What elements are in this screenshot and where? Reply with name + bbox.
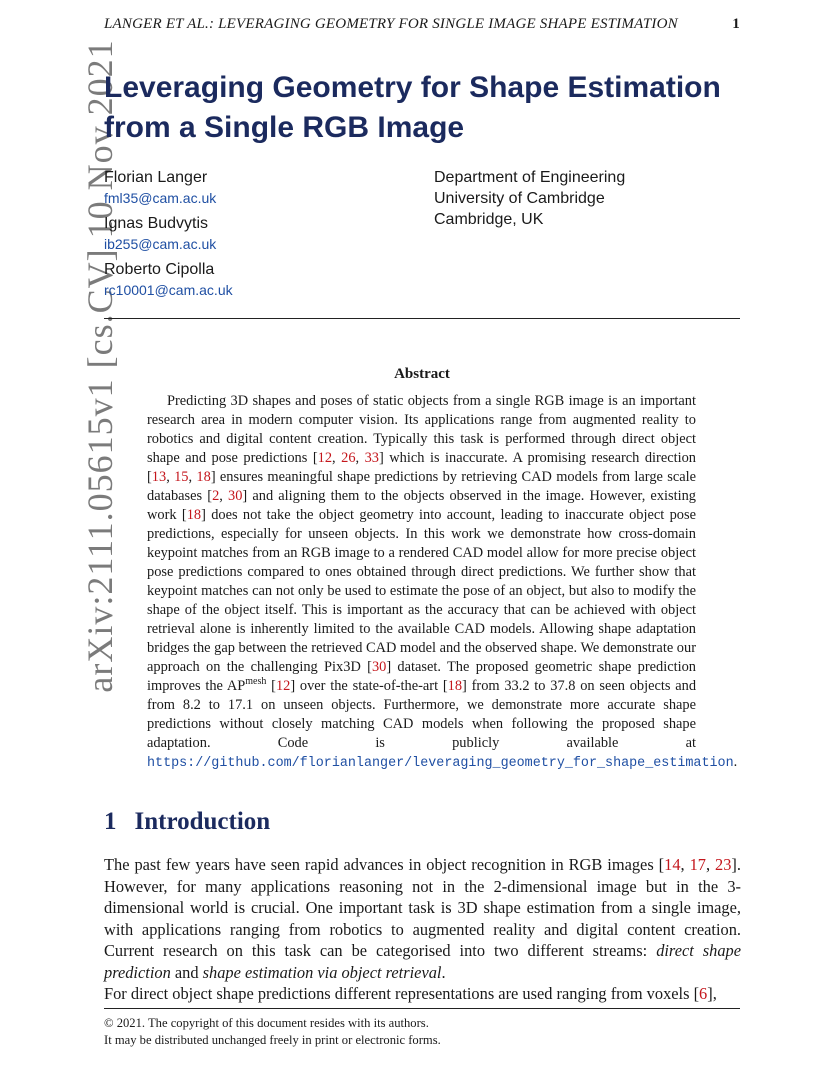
citation-link[interactable]: 18 (447, 678, 463, 694)
author-block (104, 213, 404, 254)
section-number: 1 (104, 808, 117, 835)
citation-link[interactable]: 14 (664, 855, 681, 874)
citation-link[interactable]: 30 (228, 488, 243, 504)
code-url-link[interactable]: https://github.com/florianlanger/leveraging_geometry_for_shape_estimation (147, 756, 734, 771)
section-title: Introduction (134, 808, 271, 835)
author-email[interactable]: ib255@cam.ac.uk (104, 236, 217, 252)
author-block (104, 167, 404, 208)
author-name: Roberto Cipolla (104, 261, 215, 278)
introduction-body (104, 854, 741, 1005)
author-name: Florian Langer (104, 169, 208, 186)
citation-link[interactable]: 18 (186, 507, 202, 523)
title-line-1: Leveraging Geometry for Shape Estimation (104, 71, 721, 104)
citation-link[interactable]: 2 (212, 488, 220, 504)
citation-link[interactable]: 30 (371, 659, 387, 675)
citation-link[interactable]: 33 (364, 450, 379, 466)
section-heading (104, 808, 270, 836)
footer-divider (104, 1008, 740, 1009)
citation-link[interactable]: 18 (196, 469, 211, 485)
citation-link[interactable]: 26 (341, 450, 356, 466)
author-list (104, 167, 404, 305)
title-line-2: from a Single RGB Image (104, 111, 465, 144)
footer-line: © 2021. The copyright of this document resides with its authors. (104, 1016, 429, 1030)
paragraph: For direct object shape predictions different representations are used ranging from voxels [6], (104, 984, 717, 1003)
affiliation-line: Department of Engineering (434, 169, 626, 186)
citation-link[interactable]: 23 (715, 855, 732, 874)
ap-mesh-superscript: mesh (245, 676, 267, 688)
citation-link[interactable]: 13 (151, 469, 167, 485)
abstract-body: Predicting 3D shapes and poses of static objects from a single RGB image is an important research area in modern computer vision. Its applications range from augmented reality to robotics and digital content creation. Typically this task is performed through direct object shape and pose predictions [12, 26, 33] which is inaccurate. A promising research direction [13, 15, 18] ensures meaningful shape predictions by retrieving CAD models from large scale databases [2, 30] and aligning them to the objects observed in the image. However, existing work [18] does not take the object geometry into account, leading to inaccurate object pose predictions, especially for unseen objects. In this work we demonstrate how cross-domain keypoint matches from an RGB image to a rendered CAD model allow for more precise object pose predictions compared to ones obtained through direct predictions. We further show that keypoint matches can not only be used to estimate the pose of an object, but also to modify the shape of the object itself. This is important as the accuracy that can be achieved with object retrieval alone is inherently limited to the available CAD models. Allowing shape adaptation bridges the gap between the retrieved CAD model and the observed shape. We demonstrate our approach on the challenging Pix3D [30] dataset. The proposed geometric shape prediction improves the $AP^{mesh}$ [12] over the state-of-the-art [18] from 33.2 to 37.8 on seen objects and from 8.2 to 17.1 on unseen objects. Furthermore, we demonstrate more accurate shape predictions without closely matching CAD models when following the proposed shape adaptation. Code is publicly available at https://github.com/florianlanger/leveraging_geometry_for_shape_estimation. (147, 393, 738, 771)
abstract-heading: Abstract (394, 366, 450, 382)
header-divider (104, 318, 740, 319)
citation-link[interactable]: 17 (689, 855, 706, 874)
copyright-footer (104, 1015, 740, 1049)
author-name: Ignas Budvytis (104, 215, 209, 232)
footer-line: It may be distributed unchanged freely in print or electronic forms. (104, 1033, 441, 1047)
running-header-text: LANGER ET AL.: LEVERAGING GEOMETRY FOR SINGLE IMAGE SHAPE ESTIMATION (104, 16, 678, 32)
citation-link[interactable]: 12 (275, 678, 291, 694)
running-header (104, 16, 740, 33)
paragraph: The past few years have seen rapid advances in object recognition in RGB images [14, 17, 23]. However, for many applications reasoning not in the 2-dimensional image but in the 3-dimensional world is crucial. One important task is 3D shape estimation from a single image, with applications ranging from robotics to augmented reality and digital content creation. Current research on this task can be categorised into two different streams: direct shape prediction and shape estimation via object retrieval. (104, 855, 741, 982)
affiliation-line: Cambridge, UK (434, 211, 544, 228)
arxiv-identifier: arXiv:2111.05615v1 [cs.CV] 10 Nov 2021 (80, 39, 120, 693)
citation-link[interactable]: 15 (174, 469, 189, 485)
citation-link[interactable]: 12 (317, 450, 333, 466)
page-number: 1 (732, 16, 740, 32)
author-block (104, 259, 404, 300)
citation-link[interactable]: 6 (699, 984, 708, 1003)
affiliation-line: University of Cambridge (434, 190, 605, 207)
paper-title (104, 68, 744, 148)
author-email[interactable]: fml35@cam.ac.uk (104, 190, 217, 206)
affiliation (434, 167, 734, 230)
author-email[interactable]: rc10001@cam.ac.uk (104, 282, 233, 298)
